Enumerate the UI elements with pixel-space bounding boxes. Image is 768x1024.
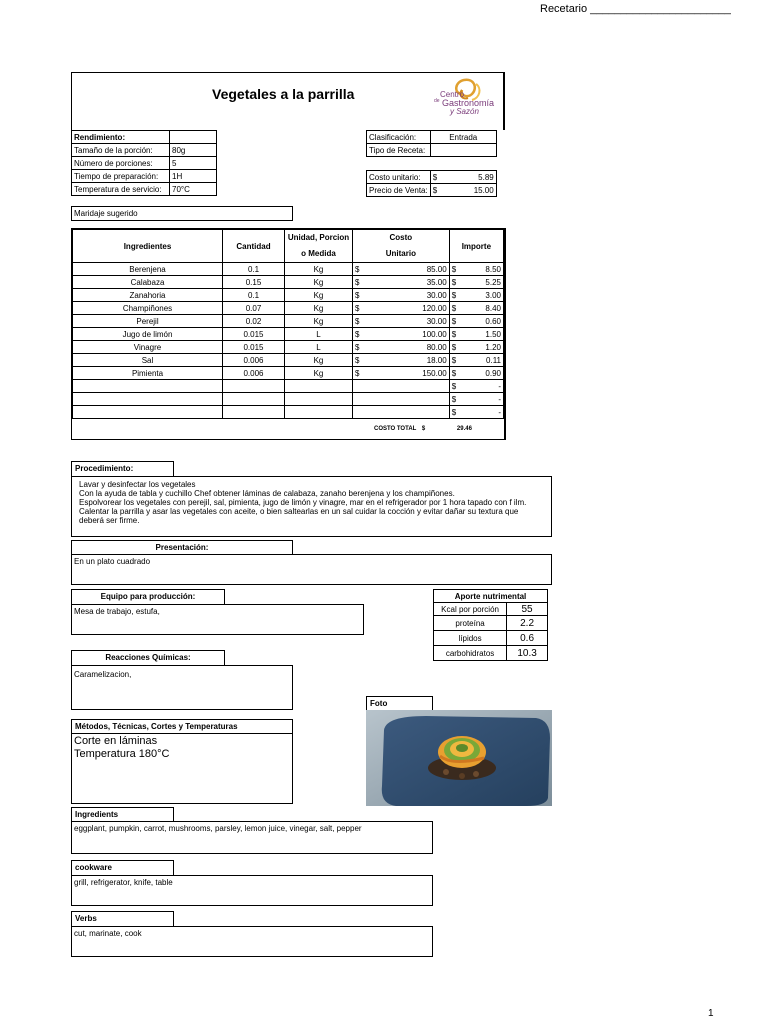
equipo-value: Mesa de trabajo, estufa, [71,604,364,635]
ingredient-qty: 0.1 [223,289,285,302]
header-costo-l2: Unitario [385,249,416,258]
logo-text-2a: de [434,98,440,104]
ingredient-importe: 0.90 [466,367,504,380]
ingredient-importe-cur: $ [449,406,466,419]
ingredient-name: Perejil [73,315,223,328]
cookware-label: cookware [71,860,174,876]
carbohidratos-value: 10.3 [507,646,548,661]
ingredient-importe-cur: $ [449,393,466,406]
ingredient-unit: L [285,341,353,354]
lipidos-label: lípidos [434,631,507,646]
metodos-line-2: Temperatura 180°C [74,748,170,760]
table-row [73,289,504,302]
table-row [73,354,504,367]
porcion-value: 80g [170,144,217,157]
ingredient-importe: 3.00 [466,289,504,302]
info-left-table [71,130,217,196]
num-porciones-label: Número de porciones: [72,157,170,170]
dish-photo [366,710,552,806]
ingredient-importe-cur: $ [449,380,466,393]
procedimiento-label: Procedimiento: [71,461,174,477]
ingredient-qty: 0.15 [223,276,285,289]
header-unidad [285,230,353,263]
ingredient-importe-cur: $ [449,289,466,302]
kcal-value: 55 [507,603,548,616]
aporte-nutrimental [433,589,548,661]
proc-line-1: Lavar y desinfectar los vegetales [79,480,196,489]
ingredient-cost-cur [353,406,372,419]
equipo-label: Equipo para producción: [71,589,225,605]
rendimiento-label: Rendimiento: [72,131,170,144]
rendimiento-value [170,131,217,144]
ingredient-qty: 0.006 [223,354,285,367]
table-row [73,406,504,419]
ingredient-qty [223,380,285,393]
ingredient-cost-cur: $ [353,276,372,289]
ingredient-name: Zanahoria [73,289,223,302]
tiempo-label: Tiempo de preparación: [72,170,170,183]
clasificacion-value: Entrada [430,131,496,144]
info-left [71,130,217,196]
aporte-label: Aporte nutrimental [434,590,548,603]
precio-venta-value: 15.00 [440,184,497,197]
ingredient-importe: 8.50 [466,263,504,276]
ingredient-importe: 5.25 [466,276,504,289]
tipo-receta-label: Tipo de Receta: [367,144,431,157]
ingredient-importe-cur: $ [449,328,466,341]
ingredient-unit: Kg [285,302,353,315]
ingredient-importe: 1.50 [466,328,504,341]
tiempo-value: 1H [170,170,217,183]
ingredient-cost-cur: $ [353,302,372,315]
ingredient-unit: Kg [285,276,353,289]
ingredient-importe-cur: $ [449,263,466,276]
proteina-label: proteína [434,616,507,631]
ingredient-cost-cur: $ [353,328,372,341]
ingredient-unit [285,406,353,419]
costo-unitario-label: Costo unitario: [367,171,431,184]
tipo-receta-value [430,144,496,157]
ingredients-table-wrap [71,228,506,440]
ingredient-importe: 0.60 [466,315,504,328]
proc-line-3: Espolvorear los vegetales con perejil, sal, pimienta, jugo de limón y vinagre, mar en el refrigerador por 1 hora tapado con f ilm. [79,498,527,507]
info-right [366,130,497,197]
costo-total-value: 29.46 [456,426,472,432]
reacciones-label: Reacciones Químicas: [71,650,225,666]
carbohidratos-label: carbohidratos [434,646,507,661]
reacciones-value: Caramelizacion, [71,665,293,710]
ingredient-name [73,406,223,419]
ingredient-name: Vinagre [73,341,223,354]
ingredient-cost: 30.00 [372,315,449,328]
ingredients-table [72,229,504,439]
ingredient-cost-cur: $ [353,367,372,380]
precio-venta-cur: $ [430,184,439,197]
table-row [73,276,504,289]
ingredient-unit: L [285,328,353,341]
proc-line-2: Con la ayuda de tabla y cuchillo Chef obtener láminas de calabaza, zanaho berenjena y los champiñones. [79,489,455,498]
costo-total-cur: $ [421,426,426,432]
table-row [73,302,504,315]
ingredient-importe: 0.11 [466,354,504,367]
dish-photo-image [366,710,552,806]
ingredient-name [73,393,223,406]
table-row [73,367,504,380]
table-row [73,380,504,393]
proteina-value: 2.2 [507,616,548,631]
ingredient-importe-cur: $ [449,315,466,328]
ingredient-cost-cur: $ [353,289,372,302]
header-costo-l1: Costo [389,233,413,242]
proc-line-4: Calentar la parrilla y asar las vegetales con aceite, o bien saltearlas en un sal cuidar la cocción y evitar dañar su textura que [79,507,519,516]
ingredient-cost: 85.00 [372,263,449,276]
metodos-line-1: Corte en láminas [74,735,158,747]
num-porciones-value: 5 [170,157,217,170]
porcion-label: Tamaño de la porción: [72,144,170,157]
temperatura-label: Temperatura de servicio: [72,183,170,196]
header-ingredientes: Ingredientes [73,230,223,263]
header-importe: Importe [449,230,503,263]
ingredient-name [73,380,223,393]
ingredient-cost-cur: $ [353,263,372,276]
ingredient-unit: Kg [285,354,353,367]
costo-total-label: COSTO TOTAL [373,426,417,432]
ingredient-cost-cur: $ [353,354,372,367]
ingredient-unit [285,393,353,406]
ingredient-qty: 0.07 [223,302,285,315]
presentacion-label: Presentación: [71,540,293,555]
ingredient-cost [372,380,449,393]
ingredient-cost-cur [353,380,372,393]
logo-text-3: y Sazón [450,107,479,116]
ingredient-qty: 0.1 [223,263,285,276]
table-row [73,328,504,341]
metodos-label: Métodos, Técnicas, Cortes y Temperaturas [71,719,293,734]
ingredient-name: Sal [73,354,223,367]
kcal-label: Kcal por porción [434,603,507,616]
ingredient-importe-cur: $ [449,367,466,380]
header-cantidad: Cantidad [223,230,285,263]
verbs-value: cut, marinate, cook [71,926,433,957]
ingredient-cost-cur: $ [353,341,372,354]
ingredient-importe-cur: $ [449,276,466,289]
logo-text-2b: Gastronomía [442,98,495,108]
ingredient-importe-cur: $ [449,354,466,367]
ingredient-unit: Kg [285,367,353,380]
header-unidad-l1: Unidad, Porcion [287,233,350,242]
page-number: 1 [708,1008,714,1019]
ingredients-en-value: eggplant, pumpkin, carrot, mushrooms, parsley, lemon juice, vinegar, salt, pepper [71,821,433,854]
table-row [73,393,504,406]
ingredient-importe-cur: $ [449,302,466,315]
ingredient-importe: - [466,406,504,419]
proc-line-5: deberá ser firme. [79,516,140,525]
ingredient-name: Pimienta [73,367,223,380]
ingredient-unit: Kg [285,315,353,328]
ingredient-name: Berenjena [73,263,223,276]
header-unidad-l2: o Medida [301,249,336,258]
logo-text-1: Centro [440,90,465,99]
header-costo [353,230,450,263]
ingredient-name: Champiñones [73,302,223,315]
temperatura-value: 70°C [170,183,217,196]
ingredient-cost: 80.00 [372,341,449,354]
ingredient-qty: 0.015 [223,341,285,354]
foto-label: Foto [366,696,433,711]
aporte-table [433,589,548,661]
ingredients-en-label: Ingredients [71,807,174,822]
ingredient-importe-cur: $ [449,341,466,354]
cookware-value: grill, refrigerator, knife, table [71,875,433,906]
ingredient-unit: Kg [285,263,353,276]
ingredient-cost: 120.00 [372,302,449,315]
ingredient-qty [223,393,285,406]
costo-unitario-cur: $ [430,171,439,184]
maridaje-label: Maridaje sugerido [71,206,293,221]
ingredient-cost: 18.00 [372,354,449,367]
ingredient-qty: 0.015 [223,328,285,341]
table-row [73,315,504,328]
lipidos-value: 0.6 [507,631,548,646]
clasificacion-label: Clasificación: [367,131,431,144]
ingredient-cost: 100.00 [372,328,449,341]
ingredient-qty [223,406,285,419]
ingredient-cost-cur: $ [353,315,372,328]
ingredient-unit: Kg [285,289,353,302]
precio-venta-label: Precio de Venta: [367,184,431,197]
ingredient-cost: 30.00 [372,289,449,302]
presentacion-value: En un plato cuadrado [71,554,552,585]
table-row [73,263,504,276]
ingredient-cost [372,393,449,406]
ingredient-cost: 150.00 [372,367,449,380]
ingredient-qty: 0.006 [223,367,285,380]
logo [432,72,502,128]
ingredient-importe: - [466,380,504,393]
ingredient-unit [285,380,353,393]
ingredient-name: Jugo de limón [73,328,223,341]
ingredient-importe: - [466,393,504,406]
procedimiento-box [71,476,552,537]
ingredient-cost: 35.00 [372,276,449,289]
ingredient-name: Calabaza [73,276,223,289]
metodos-box [71,733,293,804]
info-right-table [366,130,497,197]
ingredient-importe: 8.40 [466,302,504,315]
ingredient-cost-cur [353,393,372,406]
ingredient-cost [372,406,449,419]
ingredient-qty: 0.02 [223,315,285,328]
ingredient-importe: 1.20 [466,341,504,354]
verbs-label: Verbs [71,911,174,927]
costo-unitario-value: 5.89 [440,171,497,184]
costo-total-row [372,419,504,440]
table-row [73,341,504,354]
recetario-header: Recetario _______________________ [540,3,731,15]
recipe-title: Vegetales a la parrilla [212,86,355,102]
